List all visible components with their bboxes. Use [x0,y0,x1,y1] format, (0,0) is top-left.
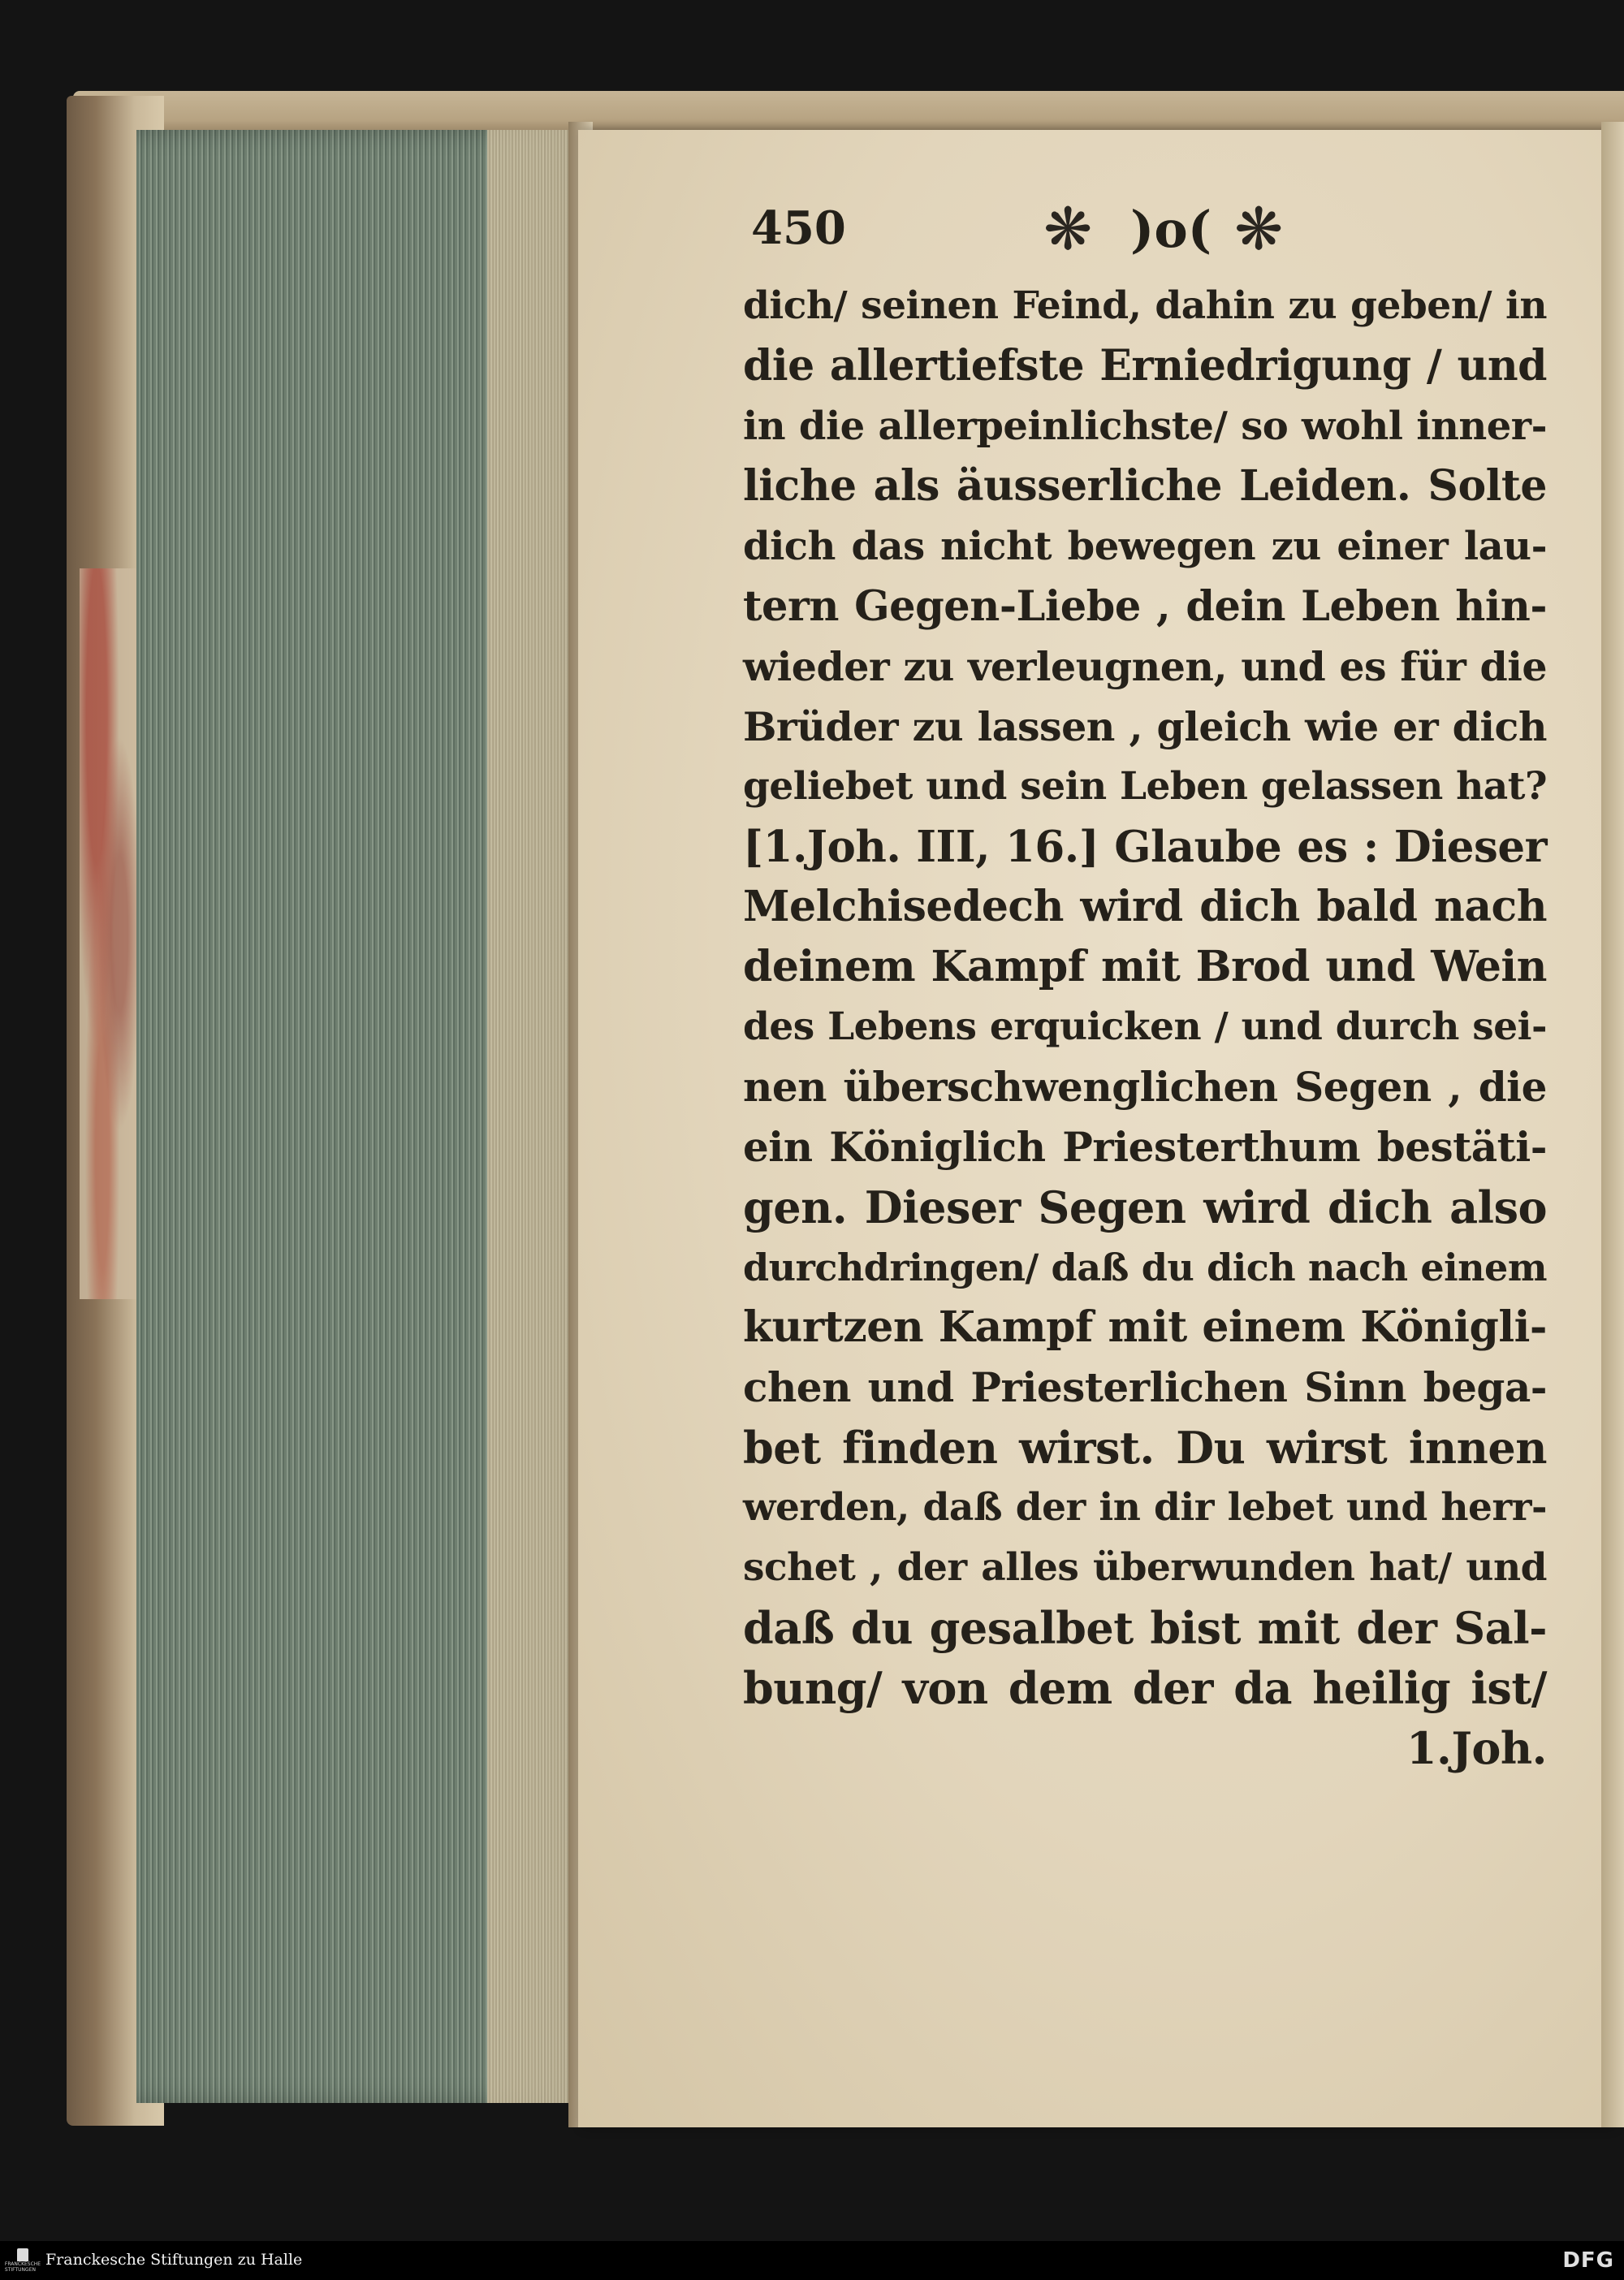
catchword: 1.Joh. [1406,1722,1547,1774]
text-line: dich das nicht bewegen zu einer lau- [743,524,1547,569]
text-line: gen. Dieser Segen wird dich also [743,1181,1547,1233]
text-line: nen überschwenglichen Segen , die [743,1063,1547,1111]
institution-name: Franckesche Stiftungen zu Halle [45,2251,303,2269]
text-line: bet finden wirst. Du wirst innen [743,1422,1547,1474]
header-ornament: )o( [1130,200,1212,259]
marbled-edge [80,568,136,1299]
text-line: [1.Joh. III, 16.] Glaube es : Dieser [743,822,1547,872]
text-line: die allertiefste Erniedrigung / und [743,341,1547,391]
text-line: bung/ von dem der da heilig ist/ [743,1662,1547,1714]
text-line: schet , der alles überwunden hat/ und [743,1545,1547,1590]
text-line: des Lebens erquicken / und durch sei- [743,1004,1547,1049]
text-line: wieder zu verleugnen, und es für die [743,643,1547,690]
text-line: Melchisedech wird dich bald nach [743,882,1547,931]
body-text [743,276,1547,1778]
text-line: geliebet und sein Leben gelassen hat? [743,764,1547,809]
text-line: kurtzen Kampf mit einem Königli- [743,1302,1547,1352]
page-edges [487,130,575,2103]
flower-ornament-icon: ❋ [1043,195,1093,263]
text-line: in die allerpeinlichste/ so wohl inner- [743,404,1547,449]
logo-emblem [17,2248,28,2261]
logo-caption: FRANCKESCHE STIFTUNGEN [4,2261,41,2273]
text-line: dich/ seinen Feind, dahin zu geben/ in [743,283,1547,328]
text-line: Brüder zu lassen , gleich wie er dich [743,703,1547,750]
text-line: liche als äusserliche Leiden. Solte [743,461,1547,511]
flower-ornament-icon: ❋ [1234,195,1284,263]
text-line: daß du gesalbet bist mit der Sal- [743,1602,1547,1654]
text-line: werden, daß der in dir lebet und herr- [743,1485,1547,1530]
text-line: chen und Priesterlichen Sinn bega- [743,1363,1547,1411]
viewer-footer [0,2241,1624,2280]
institution-logo-icon [4,2246,41,2275]
text-line: deinem Kampf mit Brod und Wein [743,942,1547,991]
page-number: 450 [751,201,846,255]
page-right-edge [1601,122,1624,2127]
text-line: durchdringen/ daß du dich nach einem [743,1246,1547,1289]
text-line: ein Königlich Priesterthum bestäti- [743,1123,1547,1171]
text-line: tern Gegen-Liebe , dein Leben hin- [743,582,1547,631]
funder-logo: DFG [1562,2248,1614,2273]
